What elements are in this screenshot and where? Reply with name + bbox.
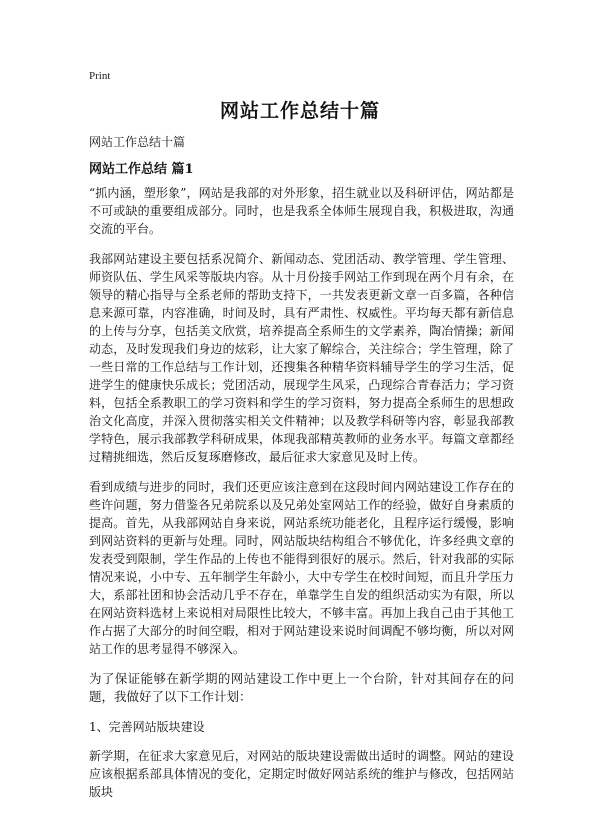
paragraph: 为了保证能够在新学期的网站建设工作中更上一个台阶，针对其间存在的问题，我做好了以下工作计划： (89, 671, 514, 704)
subsection-heading: 1、完善网站版块建设 (89, 720, 205, 734)
print-label: Print (89, 70, 111, 82)
paragraph: 我部网站建设主要包括系况简介、新闻动态、党团活动、教学管理、学生管理、师资队伍、学生风采等版块内容。从十月份接手网站工作到现在两个月有余，在领导的精心指导与全系老师的帮助支持下，一共发表更新文章一百多篇，各种信息来源可靠，内容准确，时间及时，具有严肃性、权威性。平均每天都有新信息的上传与分享，包括美文欣赏，培养提高全系师生的文学素养，陶冶情操；新闻动态，及时发现我们身边的炫彩，让大家了解综合，关注综合；学生管理，除了一些日常的工作总结与工作计划，还搜集各种精华资料辅导学生的学习生活，促进学生的健康快乐成长；党团活动，展现学生风采，凸现综合青春活力；学习资料，包括全系教职工的学习资料和学生的学习资料，努力提高全系师生的思想政治文化高度，并深入贯彻落实相关文件精神；以及教学科研等内容，彰显我部教学特色，展示我部教学科研成果，体现我部精英教师的业务水平。每篇文章都经过精挑细选，然后反复琢磨修改，最后征求大家意见及时上传。 (89, 252, 514, 464)
paragraph: 新学期，在征求大家意见后，对网站的版块建设需做出适时的调整。网站的建设应该根据系部具体情况的变化，定期定时做好网站系统的维护与修改，包括网站版块 (89, 749, 514, 799)
page-title: 网站工作总结十篇 (219, 100, 380, 122)
section-heading: 网站工作总结 篇1 (89, 162, 194, 177)
document-subtitle: 网站工作总结十篇 (89, 135, 186, 149)
document-body (89, 184, 514, 813)
paragraph: “抓内涵，塑形象”，网站是我部的对外形象，招生就业以及科研评估，网站都是不可或缺的重要组成部分。同时，也是我系全体师生展现自我，积极进取，沟通交流的平台。 (89, 186, 514, 236)
paragraph: 看到成绩与进步的同时，我们还更应该注意到在这段时间内网站建设工作存在的些许问题，努力借鉴各兄弟院系以及兄弟处室网站工作的经验，做好自身素质的提高。首先，从我部网站自身来说，网站系统功能老化，且程序运行缓慢，影响到网站资料的更新与处理。同时，网站版块结构组合不够优化，许多经典文章的发表受到限制，学生作品的上传也不能得到很好的展示。然后，针对我部的实际情况来说，小中专、五年制学生年龄小，大中专学生在校时间短，而且升学压力大，系部社团和协会活动几乎不存在，单靠学生自发的组织活动实为有限，所以在网站资料选材上来说相对局限性比较大，不够丰富。再加上我自己由于其他工作占据了大部分的时间空暇，相对于网站建设来说时间调配不够均衡，所以对网站工作的思考显得不够深入。 (89, 480, 514, 656)
